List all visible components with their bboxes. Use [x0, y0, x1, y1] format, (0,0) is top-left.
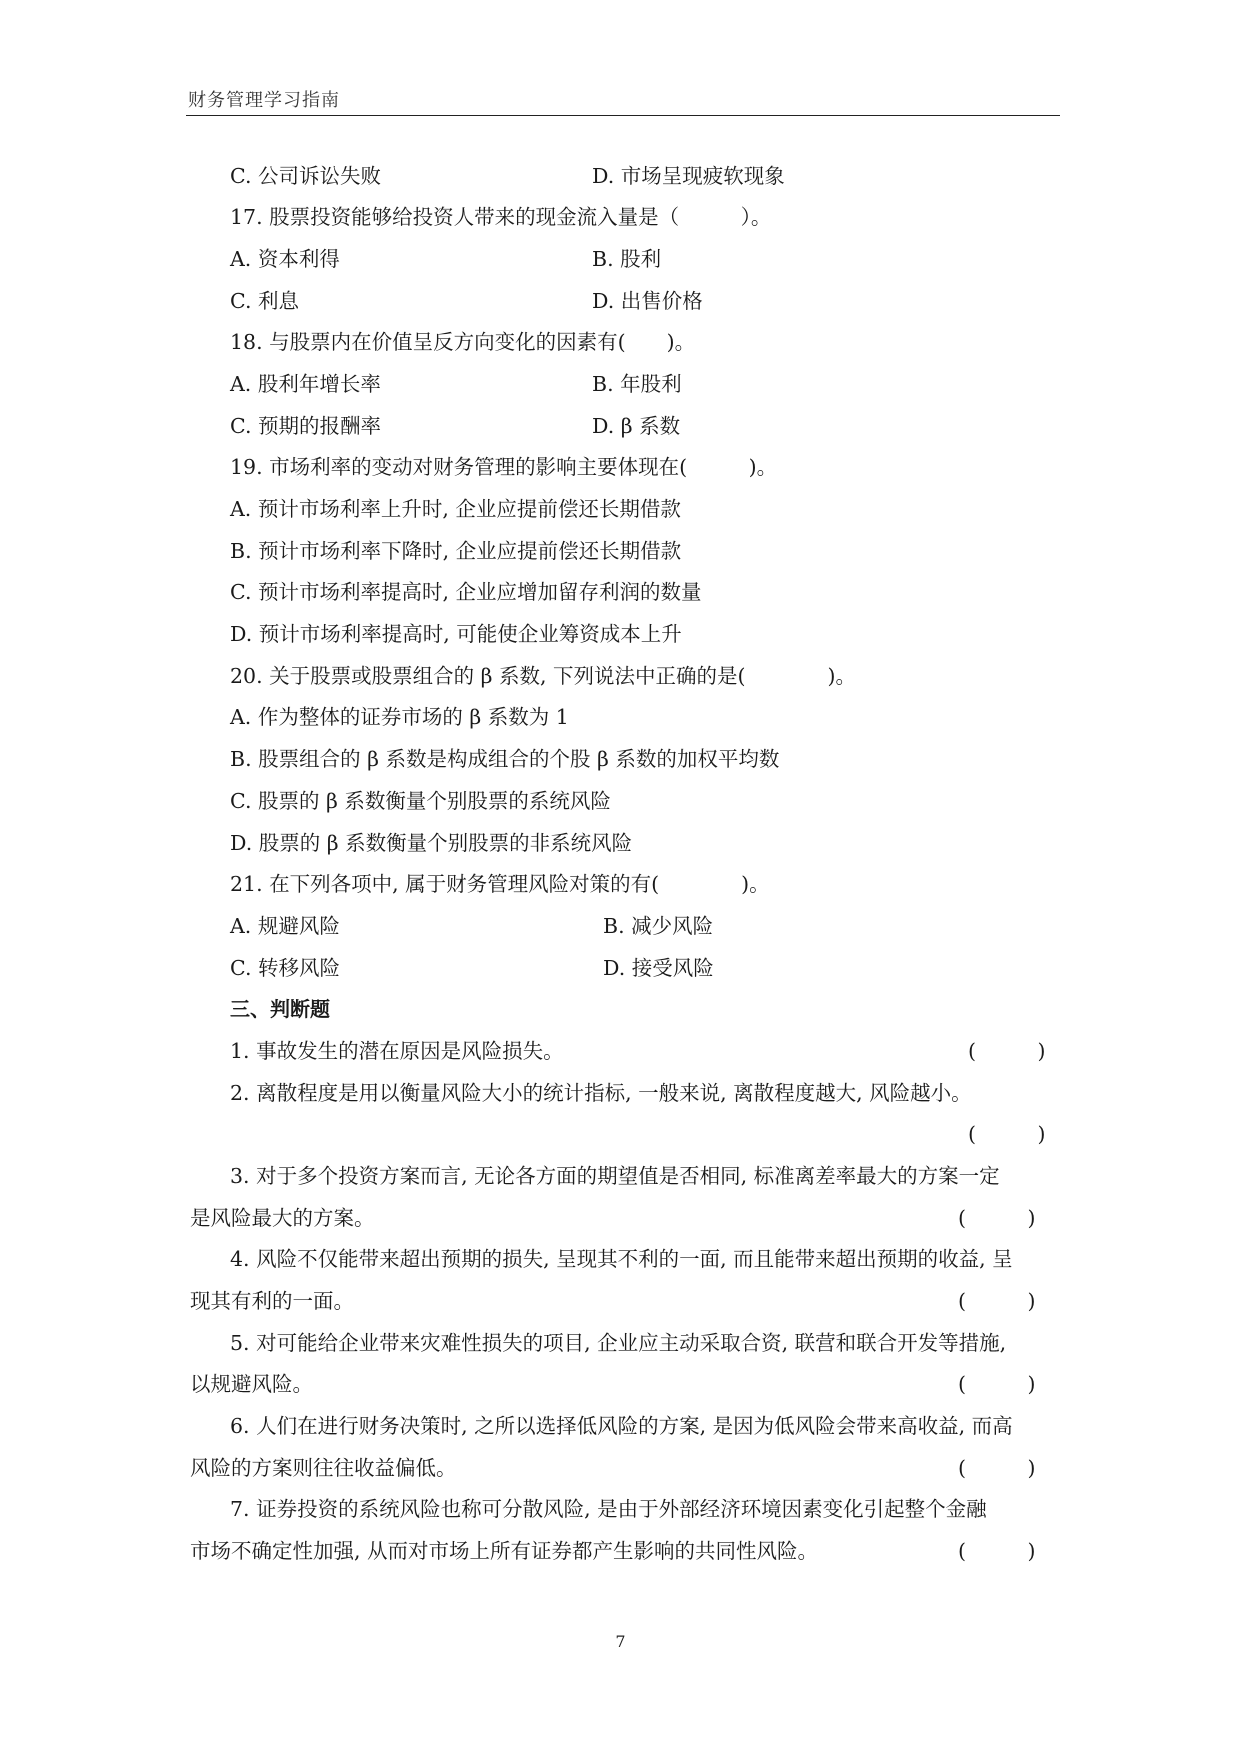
tf-answer-blank-4[interactable]: ( ) [958, 1289, 1036, 1313]
q18-option-b: B. 年股利 [592, 372, 682, 396]
tf-item-3-line1: 3. 对于多个投资方案而言, 无论各方面的期望值是否相同, 标准离差率最大的方案一定 [230, 1164, 1000, 1188]
q20-option-d: D. 股票的 β 系数衡量个别股票的非系统风险 [230, 831, 633, 855]
q17-option-b: B. 股利 [592, 247, 662, 271]
q21-option-b: B. 减少风险 [603, 914, 714, 938]
q18-option-c: C. 预期的报酬率 [230, 414, 381, 438]
q19-option-c: C. 预计市场利率提高时, 企业应增加留存利润的数量 [230, 580, 702, 604]
tf-answer-blank-2[interactable]: ( ) [968, 1122, 1046, 1146]
q17-option-d: D. 出售价格 [592, 289, 703, 313]
section-heading-true-false: 三、判断题 [230, 997, 330, 1021]
tf-item-5-line1: 5. 对可能给企业带来灾难性损失的项目, 企业应主动采取合资, 联营和联合开发等措施, [230, 1331, 1007, 1355]
tf-item-6-line2: 风险的方案则往往收益偏低。 [190, 1456, 457, 1480]
q21-option-a: A. 规避风险 [230, 914, 340, 938]
q18-option-a: A. 股利年增长率 [230, 372, 381, 396]
q16-option-c: C. 公司诉讼失败 [230, 164, 381, 188]
q18-option-d: D. β 系数 [592, 414, 681, 438]
q19-option-d: D. 预计市场利率提高时, 可能使企业筹资成本上升 [230, 622, 682, 646]
running-header: 财务管理学习指南 [188, 90, 340, 111]
tf-item-4-line1: 4. 风险不仅能带来超出预期的损失, 呈现其不利的一面, 而且能带来超出预期的收益, 呈 [230, 1247, 1013, 1271]
tf-item-2: 2. 离散程度是用以衡量风险大小的统计指标, 一般来说, 离散程度越大, 风险越小。 [230, 1081, 972, 1105]
q21-option-c: C. 转移风险 [230, 956, 340, 980]
page-number: 7 [615, 1632, 626, 1651]
tf-answer-blank-7[interactable]: ( ) [958, 1539, 1036, 1563]
tf-answer-blank-5[interactable]: ( ) [958, 1372, 1036, 1396]
tf-item-5-line2: 以规避风险。 [190, 1372, 313, 1396]
q21-stem: 21. 在下列各项中, 属于财务管理风险对策的有( )。 [230, 872, 770, 896]
q17-option-c: C. 利息 [230, 289, 299, 313]
q17-option-a: A. 资本利得 [230, 247, 340, 271]
tf-answer-blank-3[interactable]: ( ) [958, 1206, 1036, 1230]
q21-option-d: D. 接受风险 [603, 956, 714, 980]
header-rule [186, 115, 1060, 116]
q18-stem: 18. 与股票内在价值呈反方向变化的因素有( )。 [230, 330, 696, 354]
q20-stem: 20. 关于股票或股票组合的 β 系数, 下列说法中正确的是( )。 [230, 664, 857, 688]
tf-item-1: 1. 事故发生的潜在原因是风险损失。 [230, 1039, 564, 1063]
q16-option-d: D. 市场呈现疲软现象 [592, 164, 785, 188]
q20-option-a: A. 作为整体的证券市场的 β 系数为 1 [230, 705, 569, 729]
q20-option-c: C. 股票的 β 系数衡量个别股票的系统风险 [230, 789, 611, 813]
q19-option-a: A. 预计市场利率上升时, 企业应提前偿还长期借款 [230, 497, 681, 521]
q19-option-b: B. 预计市场利率下降时, 企业应提前偿还长期借款 [230, 539, 682, 563]
tf-item-6-line1: 6. 人们在进行财务决策时, 之所以选择低风险的方案, 是因为低风险会带来高收益, 而高 [230, 1414, 1013, 1438]
tf-item-7-line1: 7. 证券投资的系统风险也称可分散风险, 是由于外部经济环境因素变化引起整个金融 [230, 1497, 987, 1521]
tf-item-4-line2: 现其有利的一面。 [190, 1289, 354, 1313]
tf-item-7-line2: 市场不确定性加强, 从而对市场上所有证券都产生影响的共同性风险。 [190, 1539, 819, 1563]
q19-stem: 19. 市场利率的变动对财务管理的影响主要体现在( )。 [230, 455, 778, 479]
q17-stem: 17. 股票投资能够给投资人带来的现金流入量是（ ）。 [230, 205, 772, 229]
tf-answer-blank-6[interactable]: ( ) [958, 1456, 1036, 1480]
tf-answer-blank-1[interactable]: ( ) [968, 1039, 1046, 1063]
q20-option-b: B. 股票组合的 β 系数是构成组合的个股 β 系数的加权平均数 [230, 747, 780, 771]
tf-item-3-line2: 是风险最大的方案。 [190, 1206, 375, 1230]
